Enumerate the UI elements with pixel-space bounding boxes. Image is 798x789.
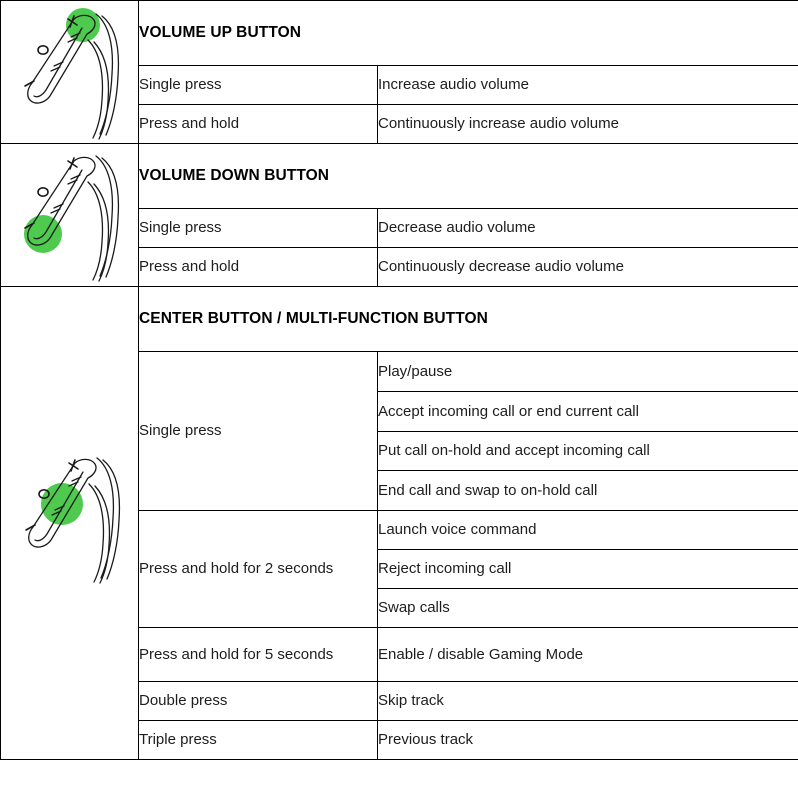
description-cell: Skip track bbox=[378, 682, 798, 721]
action-cell: Press and hold bbox=[139, 248, 378, 287]
description-cell: End call and swap to on-hold call bbox=[378, 471, 798, 511]
description-cell: Launch voice command bbox=[378, 511, 798, 550]
action-cell: Press and hold for 5 seconds bbox=[139, 628, 378, 682]
illustration-cell-volume-down bbox=[1, 144, 139, 287]
action-cell: Press and hold for 2 seconds bbox=[139, 511, 378, 628]
table-row bbox=[1, 1, 798, 66]
earphone-remote-center-button-sketch bbox=[9, 443, 131, 603]
action-cell: Double press bbox=[139, 682, 378, 721]
action-cell: Press and hold bbox=[139, 105, 378, 144]
table-row bbox=[1, 144, 798, 209]
action-cell: Single press bbox=[139, 352, 378, 511]
action-cell: Triple press bbox=[139, 721, 378, 760]
description-cell: Continuously increase audio volume bbox=[378, 105, 798, 144]
description-cell: Previous track bbox=[378, 721, 798, 760]
action-cell: Single press bbox=[139, 209, 378, 248]
description-cell: Swap calls bbox=[378, 589, 798, 628]
action-cell: Single press bbox=[139, 66, 378, 105]
description-cell: Continuously decrease audio volume bbox=[378, 248, 798, 287]
description-cell: Accept incoming call or end current call bbox=[378, 391, 798, 431]
description-cell: Reject incoming call bbox=[378, 550, 798, 589]
description-cell: Play/pause bbox=[378, 352, 798, 392]
description-cell: Put call on-hold and accept incoming call bbox=[378, 431, 798, 471]
highlight-dot-volume-down bbox=[24, 215, 62, 253]
description-cell: Enable / disable Gaming Mode bbox=[378, 628, 798, 682]
table-row bbox=[1, 287, 798, 352]
section-header-volume-down: VOLUME DOWN BUTTON bbox=[139, 144, 798, 209]
section-header-volume-up: VOLUME UP BUTTON bbox=[139, 1, 798, 66]
illustration-cell-center-button bbox=[1, 287, 139, 760]
section-header-center-button: CENTER BUTTON / MULTI-FUNCTION BUTTON bbox=[139, 287, 798, 352]
highlight-dot-center-button bbox=[41, 483, 83, 525]
illustration-cell-volume-up bbox=[1, 1, 139, 144]
description-cell: Decrease audio volume bbox=[378, 209, 798, 248]
earphone-remote-volume-up-sketch bbox=[10, 2, 130, 142]
earphone-remote-volume-down-sketch bbox=[10, 144, 130, 286]
description-cell: Increase audio volume bbox=[378, 66, 798, 105]
